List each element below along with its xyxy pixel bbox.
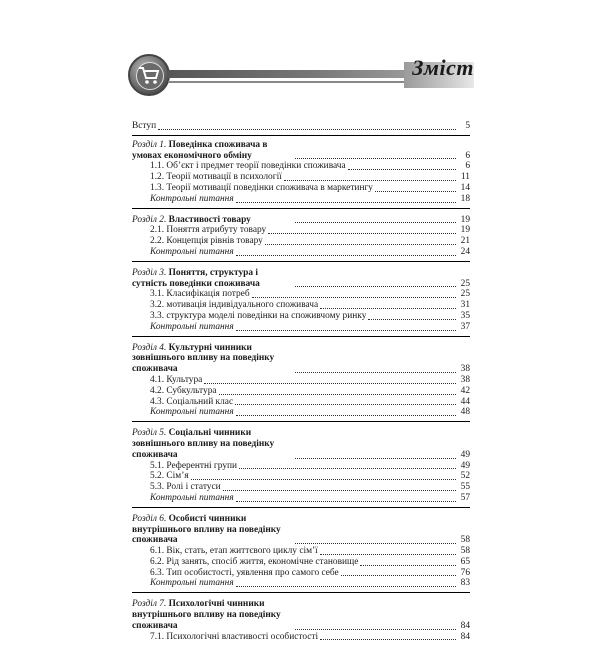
toc-questions-row xyxy=(132,407,470,418)
toc-item-title: 4.2. Субкультура xyxy=(150,385,217,396)
chapter-label: Розділ 7. xyxy=(132,599,167,610)
toc-section xyxy=(132,140,470,209)
toc-item-page: 31 xyxy=(460,300,470,311)
toc-item-page: 21 xyxy=(460,236,470,247)
questions-page: 37 xyxy=(460,321,470,332)
toc-item-page: 14 xyxy=(460,182,470,193)
toc-item-page: 76 xyxy=(460,567,470,578)
toc-item-page: 65 xyxy=(460,556,470,567)
chapter-title: Культурні чинники зовнішнього впливу на поведінку споживача xyxy=(132,342,275,375)
toc-item-row xyxy=(132,183,470,194)
questions-title: Контрольні питання xyxy=(150,407,234,418)
toc-item-page: 25 xyxy=(460,289,470,300)
questions-title: Контрольні питання xyxy=(150,246,234,257)
toc-item-title: 1.2. Теорії мотивації в психології xyxy=(150,172,282,183)
chapter-page: 84 xyxy=(460,620,470,631)
toc-section xyxy=(132,428,470,508)
cart-icon xyxy=(138,65,160,85)
toc-item-title: 4.1. Культура xyxy=(150,374,203,385)
toc-item-row xyxy=(132,461,470,472)
questions-title: Контрольні питання xyxy=(150,321,234,332)
toc-item-row xyxy=(132,311,470,322)
chapter-page: 38 xyxy=(460,364,470,375)
toc-chapter-row xyxy=(132,268,470,290)
toc-item-page: 84 xyxy=(460,631,470,642)
chapter-title: Властивості товару xyxy=(168,214,251,225)
table-of-contents xyxy=(132,121,470,651)
toc-section xyxy=(132,343,470,423)
toc-item-title: 2.1. Поняття атрибуту товару xyxy=(150,225,267,236)
toc-item-row xyxy=(132,397,470,408)
questions-title: Контрольні питання xyxy=(150,492,234,503)
toc-item-title: 5.2. Сім’я xyxy=(150,471,189,482)
chapter-page: 49 xyxy=(460,449,470,460)
toc-item-row xyxy=(132,172,470,183)
chapter-title: Поняття, структура і сутність поведінки споживача xyxy=(132,267,260,289)
toc-questions-row xyxy=(132,493,470,504)
toc-item-row xyxy=(132,300,470,311)
toc-item-row xyxy=(132,386,470,397)
toc-item-title: 4.3. Соціальний клас xyxy=(150,396,234,407)
toc-item-page: 19 xyxy=(460,225,470,236)
toc-item-title: 1.1. Об’єкт і предмет теорії поведінки споживача xyxy=(150,161,346,172)
chapter-label: Розділ 6. xyxy=(132,513,167,524)
toc-item-title: 7.1. Психологічні властивості особистості xyxy=(150,631,319,642)
toc-questions-row xyxy=(132,578,470,589)
toc-item-row xyxy=(132,375,470,386)
toc-item-row xyxy=(132,546,470,557)
toc-item-title: 6.2. Рід занять, спосіб життя, економічне становище xyxy=(150,556,359,567)
questions-title: Контрольні питання xyxy=(150,578,234,589)
page-title: Зміст xyxy=(412,55,474,80)
questions-page: 18 xyxy=(460,193,470,204)
toc-item-page: 11 xyxy=(460,172,470,183)
toc-chapter-row xyxy=(132,215,470,226)
questions-page: 24 xyxy=(460,246,470,257)
chapter-page: 6 xyxy=(465,150,470,161)
toc-item-title: 6.1. Вік, стать, етап життєвого циклу сім’ї xyxy=(150,546,318,557)
chapter-title: Особисті чинники внутрішнього впливу на поведінку споживача xyxy=(132,513,281,546)
chapter-page: 19 xyxy=(460,214,470,225)
toc-item-page: 49 xyxy=(460,460,470,471)
toc-item-row xyxy=(132,236,470,247)
toc-item-page: 6 xyxy=(465,161,470,172)
chapter-page: 25 xyxy=(460,278,470,289)
toc-item-title: 3.2. мотивація індивідуального споживача xyxy=(150,300,319,311)
shopping-cart-logo-icon xyxy=(128,54,170,96)
questions-page: 48 xyxy=(460,407,470,418)
toc-item-row xyxy=(132,557,470,568)
toc-intro-title: Вступ xyxy=(132,121,157,131)
toc-item-title: 6.3. Тип особистості, уявлення про самого себе xyxy=(150,567,339,578)
header-rule-thin xyxy=(168,81,408,83)
toc-item-row xyxy=(132,161,470,172)
toc-item-title: 3.3. структура моделі поведінки на споживчому ринку xyxy=(150,310,367,321)
toc-item-row xyxy=(132,471,470,482)
toc-item-title: 1.3. Теорії мотивації поведінки споживача в маркетингу xyxy=(150,182,373,193)
chapter-label: Розділ 5. xyxy=(132,428,167,439)
questions-page: 83 xyxy=(460,578,470,589)
toc-item-title: 5.3. Ролі і статуси xyxy=(150,482,221,493)
chapter-label: Розділ 3. xyxy=(132,267,167,278)
chapter-title: Психологічні чинники внутрішнього впливу на поведінку споживача xyxy=(132,599,281,631)
toc-item-title: 2.2. Концепція рівнів товару xyxy=(150,236,263,247)
toc-section xyxy=(132,268,470,337)
toc-chapter-row xyxy=(132,343,470,375)
chapter-label: Розділ 1. xyxy=(132,139,167,150)
toc-section xyxy=(132,215,470,262)
questions-title: Контрольні питання xyxy=(150,193,234,204)
toc-item-row xyxy=(132,289,470,300)
toc-item-row xyxy=(132,632,470,643)
chapter-title: Соціальні чинники зовнішнього впливу на поведінку споживача xyxy=(132,428,275,460)
toc-section xyxy=(132,514,470,594)
toc-questions-row xyxy=(132,322,470,333)
questions-page: 57 xyxy=(460,492,470,503)
chapter-title: Поведінка споживача в умовах економічного обміну xyxy=(132,139,268,161)
toc-questions-row xyxy=(132,247,470,258)
toc-chapter-row xyxy=(132,599,470,631)
chapter-page: 58 xyxy=(460,535,470,546)
toc-chapter-row xyxy=(132,140,470,162)
toc-item-page: 55 xyxy=(460,482,470,493)
toc-section xyxy=(132,599,470,645)
toc-chapter-row xyxy=(132,428,470,460)
header-rule xyxy=(168,70,408,78)
toc-item-page: 42 xyxy=(460,385,470,396)
toc-item-page: 35 xyxy=(460,310,470,321)
chapter-label: Розділ 2. xyxy=(132,214,167,225)
toc-item-row xyxy=(132,225,470,236)
toc-item-title: 3.1. Класифікація потреб xyxy=(150,289,250,300)
toc-intro xyxy=(132,121,470,136)
toc-item-page: 58 xyxy=(460,546,470,557)
toc-chapter-row xyxy=(132,514,470,546)
toc-item-page: 38 xyxy=(460,374,470,385)
chapter-label: Розділ 4. xyxy=(132,342,167,353)
toc-item-row xyxy=(132,568,470,579)
toc-intro-page: 5 xyxy=(465,121,470,131)
toc-questions-row xyxy=(132,194,470,205)
toc-item-row xyxy=(132,482,470,493)
toc-item-page: 52 xyxy=(460,471,470,482)
toc-item-title: 5.1. Референтні групи xyxy=(150,460,238,471)
toc-item-page: 44 xyxy=(460,396,470,407)
